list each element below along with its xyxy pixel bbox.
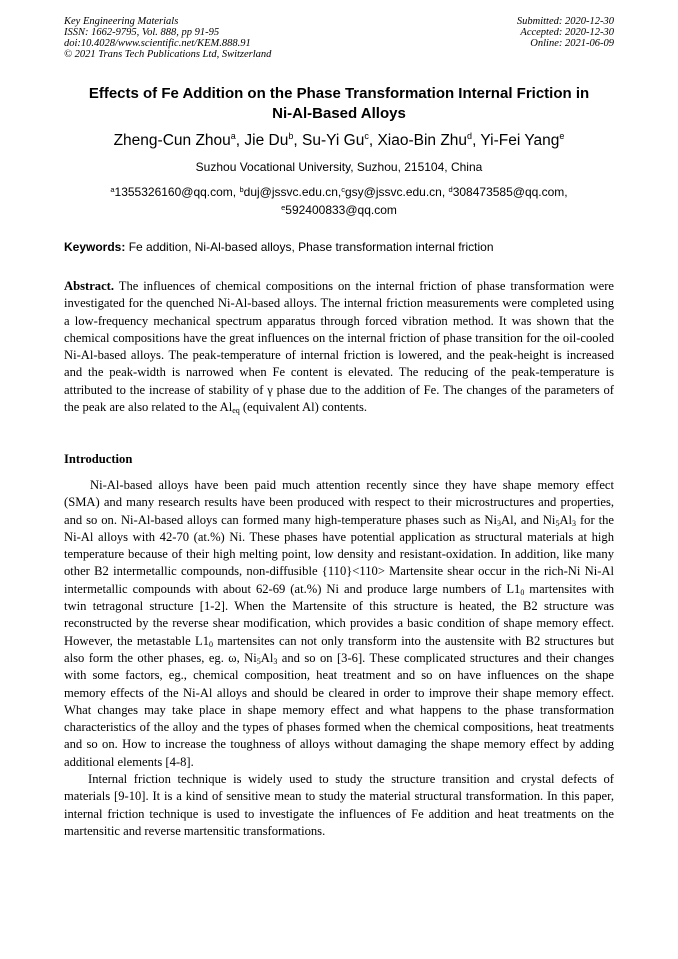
email-link[interactable]: $^a$1355326160@qq.com, bbox=[110, 185, 240, 199]
title-line-1: Effects of Fe Addition on the Phase Transformation Internal Friction in bbox=[88, 85, 590, 102]
journal-header-left bbox=[64, 16, 271, 60]
accepted-date: Accepted: 2020-12-30 bbox=[520, 27, 614, 38]
author: Xiao-Bin Zhu$^d$, bbox=[377, 131, 481, 149]
keywords bbox=[64, 239, 614, 255]
section-heading-introduction: Introduction bbox=[64, 452, 133, 466]
email-link[interactable]: $^d$308473585@qq.com, bbox=[448, 185, 568, 199]
keywords-label: Keywords: bbox=[64, 240, 126, 254]
abstract-label: Abstract. bbox=[64, 279, 115, 293]
author: Yi-Fei Yang$^e$ bbox=[480, 131, 565, 149]
author: Jie Du$^b$, bbox=[244, 131, 302, 149]
paper-title bbox=[64, 84, 614, 124]
keywords-text: Fe addition, Ni-Al-based alloys, Phase transformation internal friction bbox=[125, 240, 494, 254]
affiliation: Suzhou Vocational University, Suzhou, 215104, China bbox=[195, 160, 483, 174]
email-list bbox=[64, 183, 614, 219]
submitted-date: Submitted: 2020-12-30 bbox=[516, 16, 614, 27]
copyright-line: © 2021 Trans Tech Publications Ltd, Switzerland bbox=[64, 49, 272, 60]
author-list bbox=[64, 131, 614, 151]
abstract: Abstract. The influences of chemical compositions on the internal friction of phase transformation were investigated for the quenched Ni-Al-based alloys. The internal friction measurements were completed using a low-frequency mechanical spectrum apparatus through forced vibration method. It was shown that the chemical compositions have the great influences on the internal friction of phase transition for the oil-cooled Ni-Al-based alloys. The peak-temperature of internal friction is lowered, and the peak-height is increased and the peak-width is narrowed when Fe content is elevated. The reducing of the peak-temperature is attributed to the increase of stability of γ phase due to the addition of Fe. The changes of the parameters of the peak are also related to the $Al_{eq}$ (equivalent Al) contents. bbox=[64, 279, 614, 416]
email-link[interactable]: $^e$592400833@qq.com bbox=[281, 203, 397, 217]
issn-line: ISSN: 1662-9795, Vol. 888, pp 91-95 bbox=[64, 27, 220, 38]
paragraph: Ni-Al-based alloys have been paid much attention recently since they have shape memory effect (SMA) and many research results have been produced with respect to their microstructures and properties, and so on. Ni-Al-based alloys can formed many high-temperature phases such as $Ni_3Al$, and $Ni_5Al_3$ for the Ni-Al alloys with 42-70 (at.%) Ni. These phases have potential application as structural materials at high temperature because of their high melting point, low density and resistant-oxidation. In addition, like many other B2 intermetallic compounds, non-diffusible {110}<110> Martensite shear occur in the rich-Ni Ni-Al intermetallic compounds with about 62-69 (at.%) Ni and produce large numbers of $L1_0$ martensites with twin tetragonal structure [1-2]. When the Martensite of this structure is heated, the B2 structure was reconstructed by the reverse shear modification, which provides a basic condition of shape memory effect. However, the metastable $L1_0$ martensites can not only transform into the austensite with B2 structures but also form the other phases, eg. ω, $Ni_5Al_3$ and so on [3-6]. These complicated structures and their changes with some factors, eg., chemical composition, heat treatment and so on have influences on the shape memory effects of the Ni-Al alloys and should be cleared in order to improve their shape memory effect. What changes may take place in shape memory effect and what happens to the phase transformation characteristics of the alloy and the types of phases formed when the chemical compositions, heat treatments and so on. How to increase the toughness of alloys without damaging the shape memory effect by adding additional elements [4-8]. bbox=[64, 478, 615, 769]
journal-header-right bbox=[517, 16, 614, 49]
journal-name: Key Engineering Materials bbox=[64, 16, 179, 27]
author: Zheng-Cun Zhou$^a$, bbox=[113, 131, 245, 149]
author: Su-Yi Gu$^c$, bbox=[302, 131, 378, 149]
introduction-body bbox=[64, 477, 614, 840]
title-line-2: Ni-Al-Based Alloys bbox=[272, 105, 406, 122]
paragraph: Internal friction technique is widely used to study the structure transition and crystal defects of materials [9-10]. It is a kind of sensitive mean to study the material structural transformation. In this paper, internal friction technique is used to investigate the influences of Fe addition and heat treatments on the martensitic and reverse martensitic transformations. bbox=[64, 772, 614, 838]
online-date: Online: 2021-06-09 bbox=[530, 38, 614, 49]
doi-line: doi:10.4028/www.scientific.net/KEM.888.91 bbox=[64, 38, 251, 49]
email-link[interactable]: $^b$duj@jssvc.edu.cn, bbox=[239, 185, 342, 199]
email-link[interactable]: $^c$gsy@jssvc.edu.cn, bbox=[341, 185, 449, 199]
